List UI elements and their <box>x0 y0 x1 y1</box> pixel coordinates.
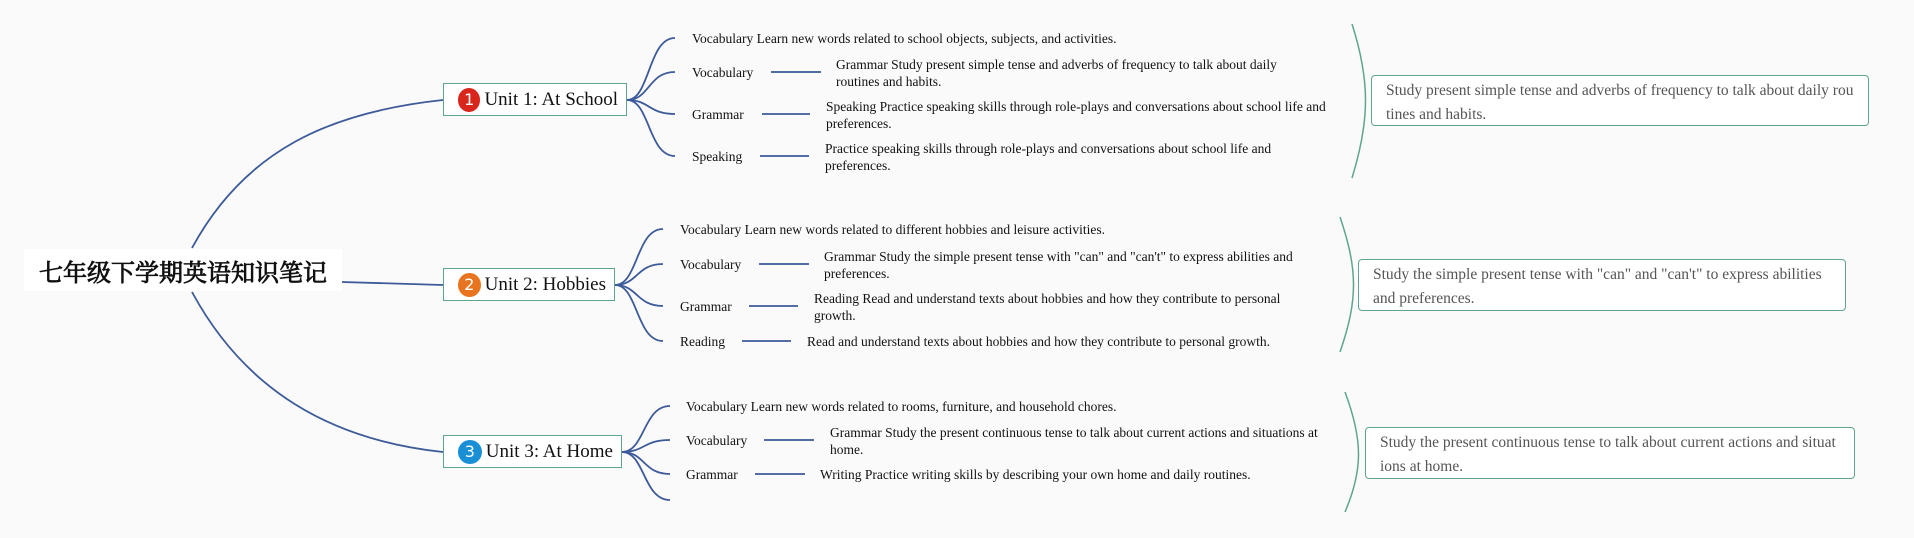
root-link-unit-2 <box>342 282 443 285</box>
unit2-grammar-topic[interactable]: Grammar Study the simple present tense with "can" and "can't" to express abilities and preferences. <box>824 249 1293 281</box>
unit1-summary-note[interactable]: Study present simple tense and adverbs of frequency to talk about daily routines and habits. <box>1371 75 1869 126</box>
unit2-reading-label[interactable]: Reading <box>680 334 725 349</box>
unit2-grammar-label[interactable]: Grammar <box>680 299 732 314</box>
unit2-vocabulary-label[interactable]: Vocabulary <box>680 257 742 272</box>
unit-title: Unit 3: At Home <box>485 440 613 462</box>
unit1-speaking-topic[interactable]: Speaking Practice speaking skills through role-plays and conversations about school life and preferences. <box>826 99 1326 131</box>
number-badge-icon: 2 <box>458 273 481 297</box>
unit3-grammar-label[interactable]: Grammar <box>686 467 738 482</box>
mindmap-root-title[interactable]: 七年级下学期英语知识笔记 <box>24 249 342 291</box>
root-link-unit-1 <box>192 100 443 248</box>
unit1-vocabulary-label[interactable]: Vocabulary <box>692 65 754 80</box>
unit2-branch-4 <box>615 285 663 341</box>
unit3-grammar-topic[interactable]: Grammar Study the present continuous tense to talk about current actions and situations at home. <box>830 425 1318 457</box>
unit1-speaking-label[interactable]: Speaking <box>692 149 743 164</box>
unit2-reading-topic[interactable]: Reading Read and understand texts about hobbies and how they contribute to personal growth. <box>814 291 1281 323</box>
root-link-unit-3 <box>192 292 443 452</box>
unit3-writing-topic[interactable]: Writing Practice writing skills by describing your own home and daily routines. <box>820 467 1251 482</box>
unit-node-1[interactable] <box>443 83 627 116</box>
unit2-reading-detail[interactable]: Read and understand texts about hobbies and how they contribute to personal growth. <box>807 334 1271 349</box>
unit-node-2[interactable] <box>443 268 615 301</box>
unit2-branch-1 <box>615 229 663 285</box>
unit3-vocabulary-label[interactable]: Vocabulary <box>686 433 748 448</box>
unit1-branch-2 <box>627 72 675 100</box>
unit3-summary-bracket <box>1345 392 1359 512</box>
unit2-summary-bracket <box>1340 217 1354 352</box>
unit1-vocabulary-topic[interactable]: Vocabulary Learn new words related to school objects, subjects, and activities. <box>692 31 1117 46</box>
unit3-vocabulary-topic[interactable]: Vocabulary Learn new words related to rooms, furniture, and household chores. <box>686 399 1117 414</box>
unit1-branch-1 <box>627 38 675 100</box>
number-badge-icon: 3 <box>458 440 482 464</box>
unit-title: Unit 1: At School <box>484 88 618 110</box>
unit3-summary-note[interactable]: Study the present continuous tense to talk about current actions and situations at home. <box>1365 427 1855 479</box>
unit-node-3[interactable] <box>443 435 622 468</box>
unit1-speaking-detail[interactable]: Practice speaking skills through role-plays and conversations about school life and preferences. <box>825 141 1272 173</box>
unit1-grammar-label[interactable]: Grammar <box>692 107 744 122</box>
unit2-summary-note[interactable]: Study the simple present tense with "can" and "can't" to express abilities and preferences. <box>1358 259 1846 311</box>
number-badge-icon: 1 <box>458 88 480 112</box>
unit2-vocabulary-topic[interactable]: Vocabulary Learn new words related to different hobbies and leisure activities. <box>680 222 1105 237</box>
unit3-branch-3 <box>622 452 670 474</box>
unit1-summary-bracket <box>1352 24 1366 178</box>
unit1-grammar-topic[interactable]: Grammar Study present simple tense and adverbs of frequency to talk about daily routines and habits. <box>836 57 1277 89</box>
unit-title: Unit 2: Hobbies <box>484 273 606 295</box>
unit3-branch-4 <box>622 452 670 500</box>
